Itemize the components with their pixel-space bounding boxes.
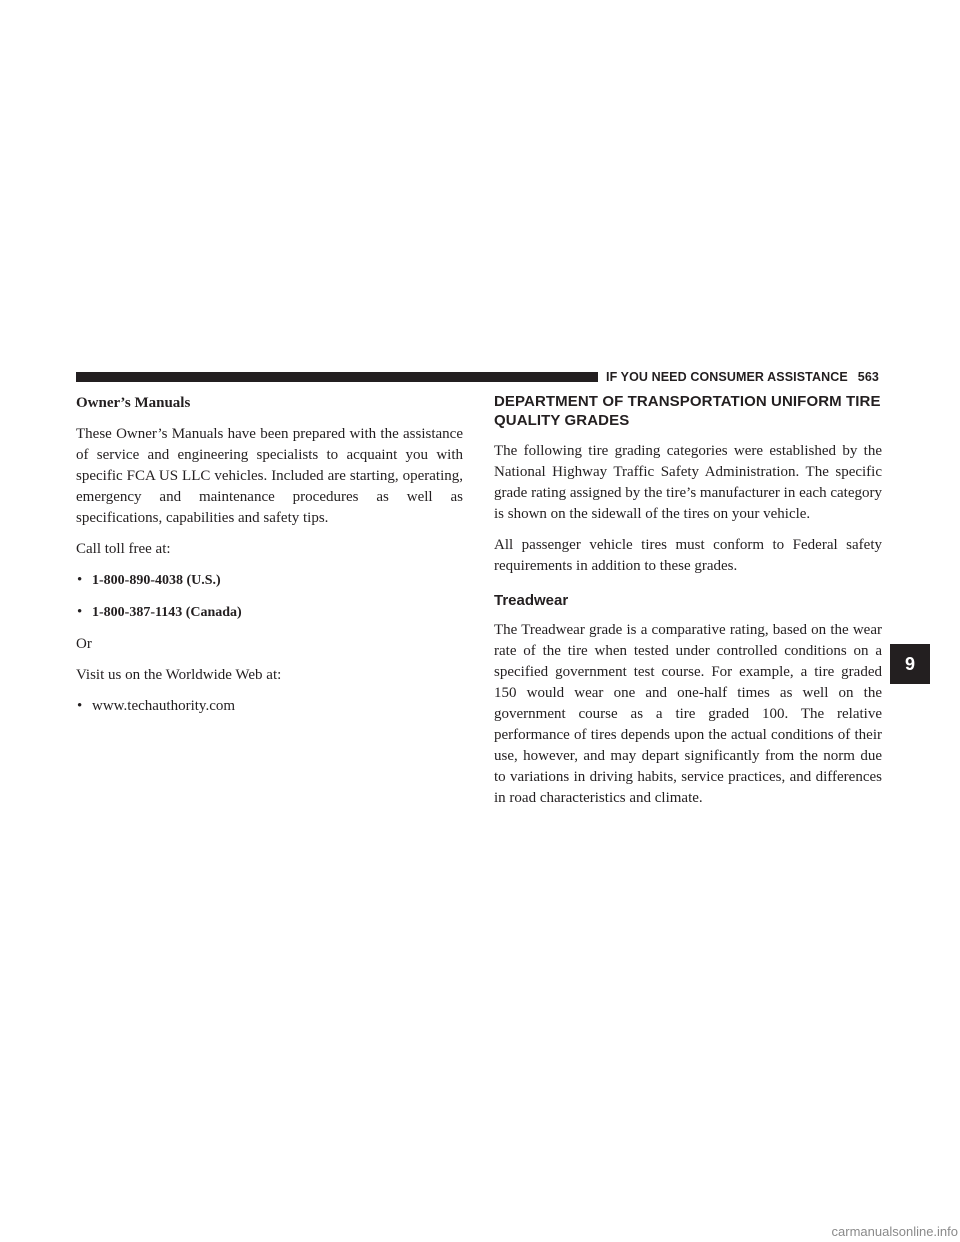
header-section-title: IF YOU NEED CONSUMER ASSISTANCE: [606, 370, 848, 384]
federal-safety-paragraph: All passenger vehicle tires must conform to Federal safety requirements in addition to these grades.: [494, 537, 882, 574]
header-rule: [76, 372, 598, 382]
web-list: [76, 696, 463, 717]
bullet-icon: •: [77, 572, 83, 588]
running-header: [606, 369, 894, 385]
treadwear-paragraph: The Treadwear grade is a comparative rating, based on the wear rate of the tire when tested under controlled conditions on a specified government test course. For example, a tire graded 150 would wear one and one-half times as well on the government course as a tire graded 100. The relative performance of tires depends upon the actual conditions of their use, however, and may depart significantly from the norm due to variations in driving habits, service practices, and differences in road characteristics and climate.: [494, 622, 882, 806]
phone-list: [76, 570, 463, 623]
phone-item-canada: [76, 602, 463, 623]
bullet-icon: •: [77, 698, 83, 714]
or-text: Or: [76, 636, 92, 652]
owners-manuals-paragraph: These Owner’s Manuals have been prepared with the assistance of service and engineering specialists to acquaint you with specific FCA US LLC vehicles. Included are starting, operating, emergency and maintenance procedures as well as specifications, capabilities and safety tips.: [76, 426, 463, 526]
phone-item-us: [76, 570, 463, 591]
left-column: [76, 393, 463, 728]
web-address: www.techauthority.com: [92, 698, 236, 714]
call-toll-free-text: Call toll free at:: [76, 541, 171, 557]
phone-number-canada: 1-800-387-1143 (Canada): [92, 605, 242, 620]
visit-web-text: Visit us on the Worldwide Web at:: [76, 667, 282, 683]
tire-grading-paragraph: The following tire grading categories were established by the National Highway Traffic Safety Administration. The specific grade rating assigned by the tire’s manufacturer in each category is shown on the sidewall of the tires on your vehicle.: [494, 443, 882, 522]
tire-quality-grades-heading: DEPARTMENT OF TRANSPORTATION UNIFORM TIRE QUALITY GRADES: [494, 393, 881, 429]
owners-manuals-heading: Owner’s Manuals: [76, 395, 191, 411]
page-number: 563: [857, 370, 879, 384]
treadwear-heading: Treadwear: [494, 592, 569, 609]
phone-number-us: 1-800-890-4038 (U.S.): [92, 573, 221, 588]
right-column: [494, 392, 882, 819]
chapter-tab: 9: [890, 644, 930, 684]
watermark-text: carmanualsonline.info: [831, 1224, 958, 1239]
bullet-icon: •: [77, 604, 83, 620]
web-item: [76, 696, 463, 717]
